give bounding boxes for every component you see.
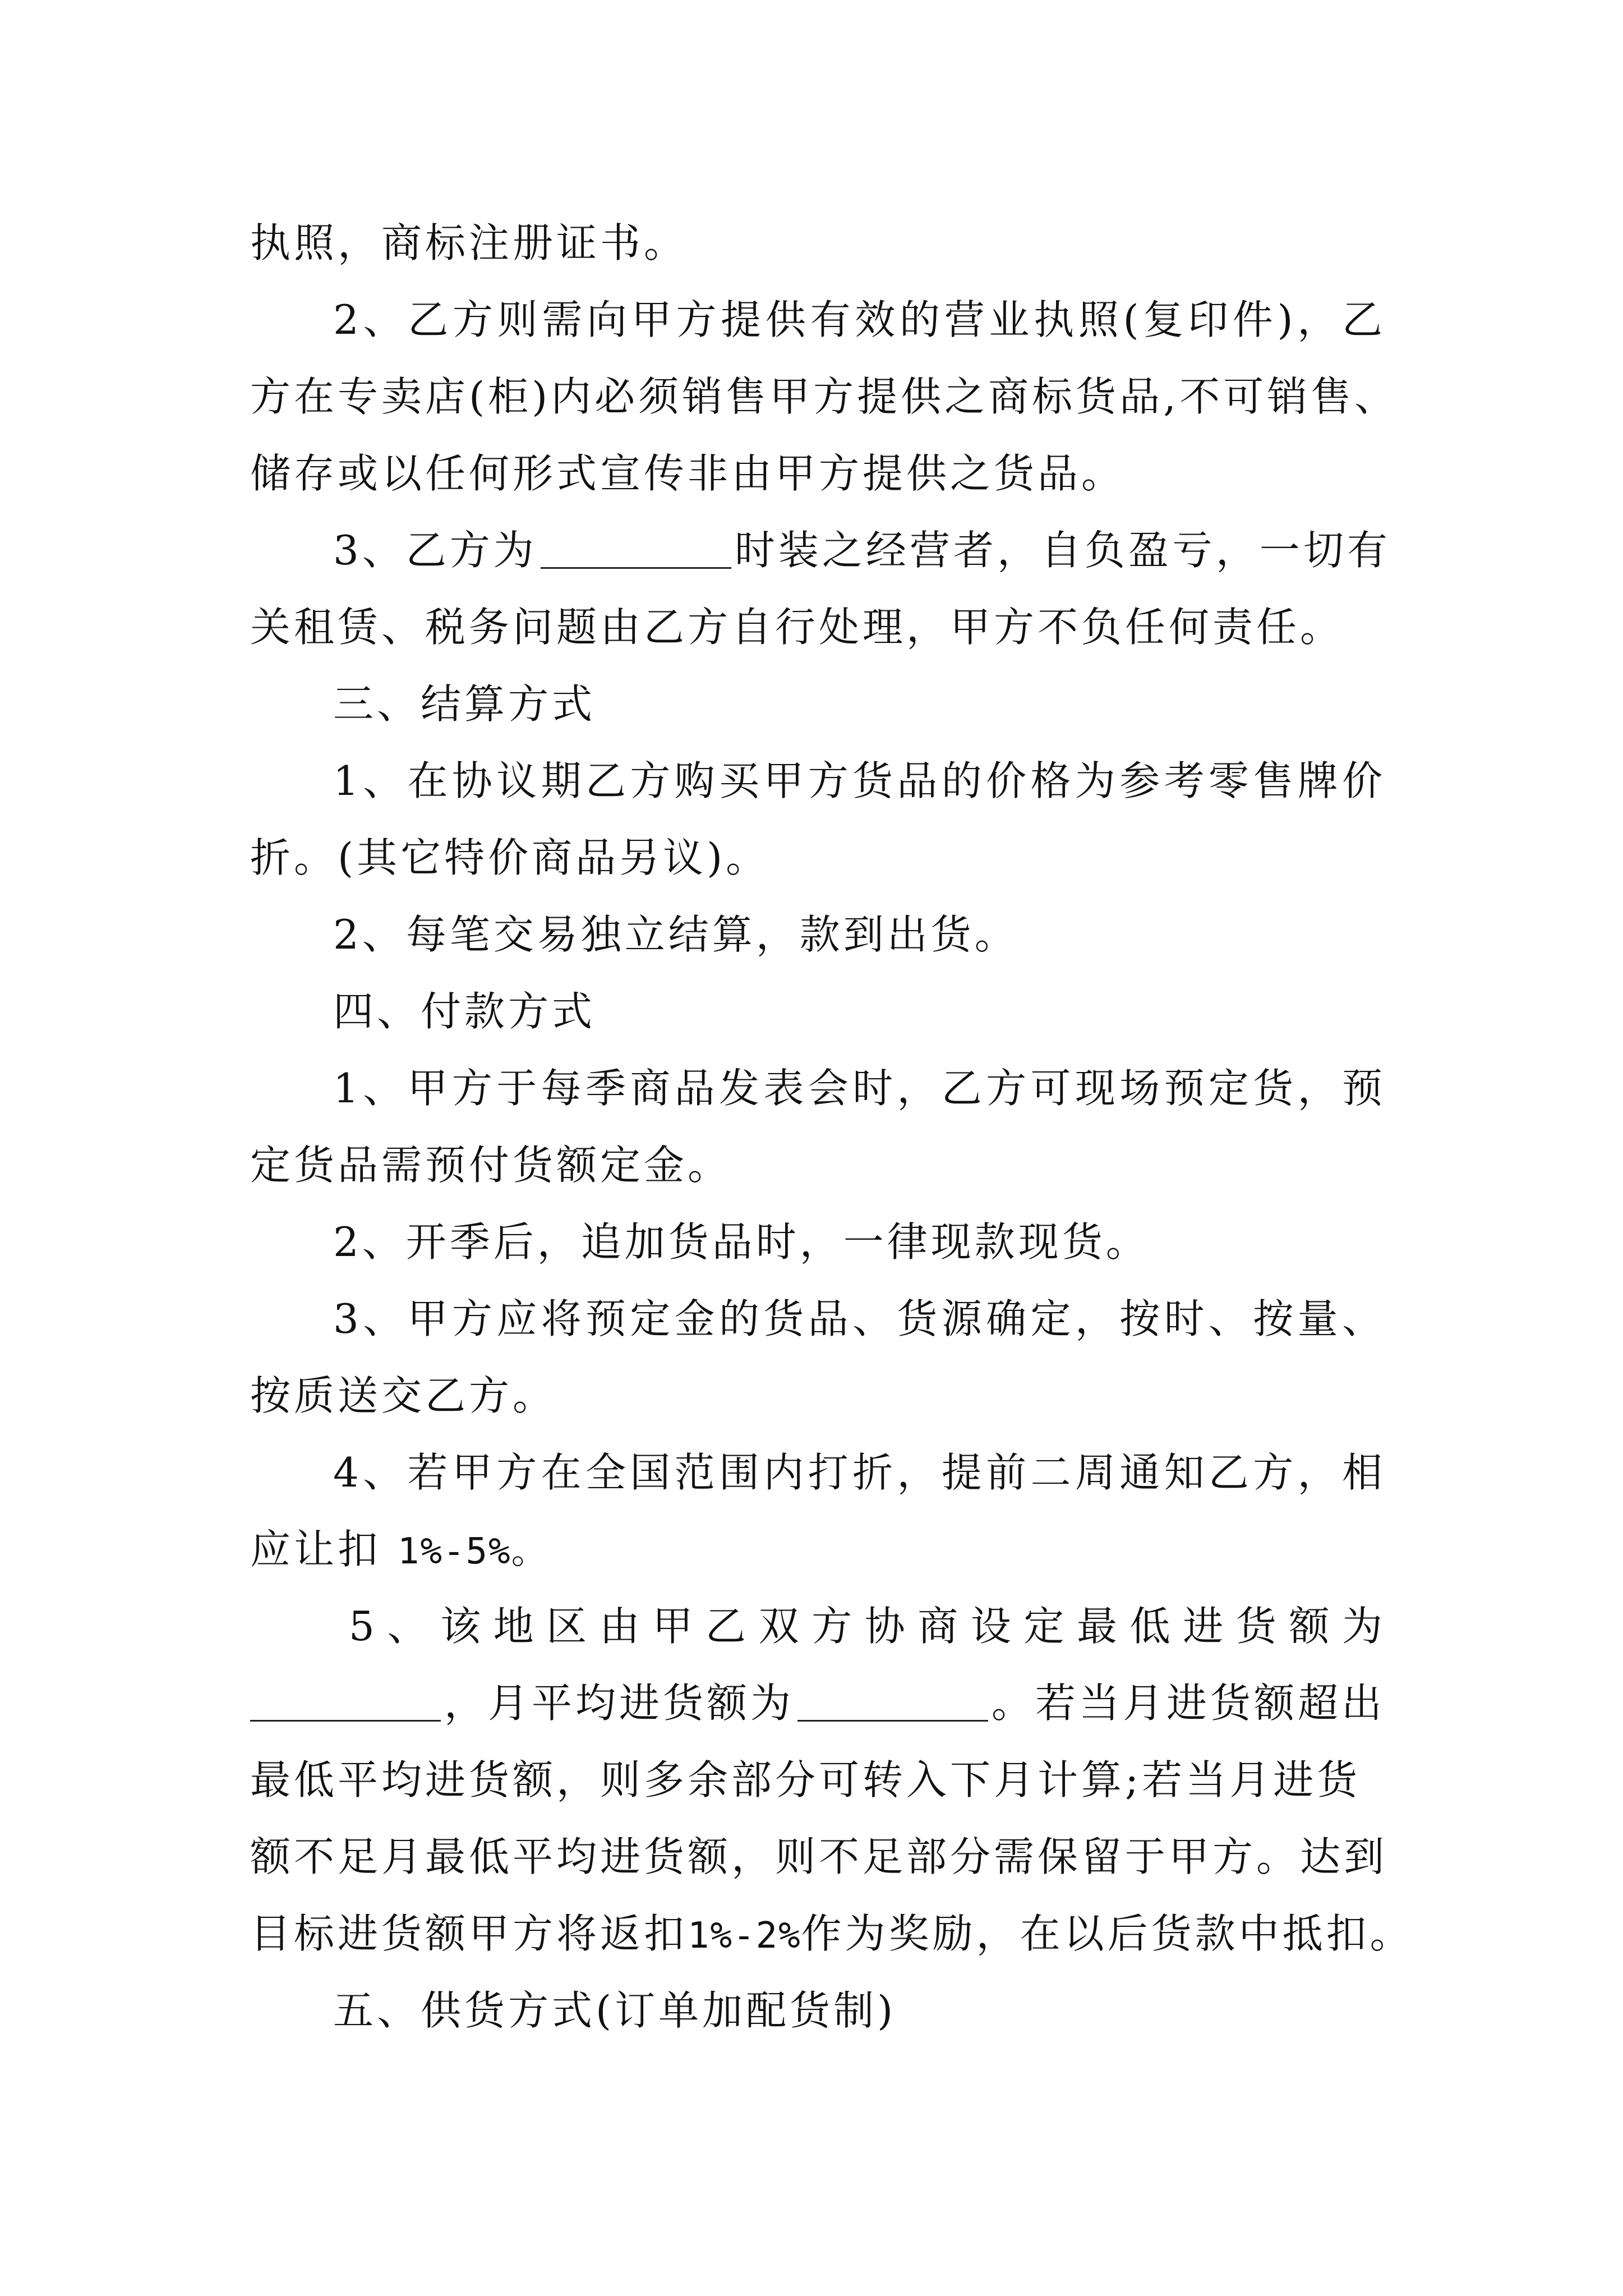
text-line: 折。(其它特价商品另议)。 <box>250 834 770 881</box>
text-line: 2、每笔交易独立结算，款到出货。 <box>333 911 1018 958</box>
heading-text: 四、付款方式 <box>333 988 596 1035</box>
paragraph-line <box>250 1588 1386 1665</box>
paragraph-line <box>250 1127 1386 1204</box>
text-line: 。若当月进货额超出 <box>992 1680 1386 1727</box>
paragraph-line <box>250 1895 1414 1972</box>
paragraph-line <box>250 1434 1386 1511</box>
paragraph-line <box>250 1665 1386 1742</box>
text-line: 2、开季后，追加货品时，一律现款现货。 <box>333 1218 1150 1266</box>
heading-text: 三、结算方式 <box>333 680 596 728</box>
text-line: 关租赁、税务问题由乙方自行处理，甲方不负任何责任。 <box>250 604 1344 651</box>
percent-range: 1%-2% <box>688 1915 801 1957</box>
section-heading <box>250 1972 1386 2049</box>
text-line: 按质送交乙方。 <box>250 1372 557 1419</box>
text-line: 1、甲方于每季商品发表会时，乙方可现场预定货，预 <box>333 1065 1386 1112</box>
section-heading <box>250 666 1386 743</box>
text-line: 最低平均进货额，则多余部分可转入下月计算;若当月进货 <box>250 1756 1361 1803</box>
paragraph-line <box>250 205 1386 282</box>
paragraph-line <box>250 589 1386 666</box>
fill-in-blank <box>541 539 731 569</box>
percent-range: 1%-5%。 <box>397 1531 548 1572</box>
text-line: 1、在协议期乙方购买甲方货品的价格为参考零售牌价 <box>333 757 1386 804</box>
text-line: 额不足月最低平均进货额，则不足部分需保留于甲方。达到 <box>250 1833 1388 1880</box>
paragraph-line <box>250 1281 1386 1358</box>
paragraph-line <box>250 358 1399 435</box>
text-line: 执照，商标注册证书。 <box>250 219 688 266</box>
text-line: 方在专卖店(柜)内必须销售甲方提供之商标货品,不可销售、 <box>250 373 1399 420</box>
text-line: 目标进货额甲方将返扣 <box>250 1910 688 1957</box>
text-line: 2、乙方则需向甲方提供有效的营业执照(复印件)，乙 <box>333 296 1386 343</box>
paragraph-line <box>250 1511 1386 1588</box>
paragraph-line <box>250 820 1386 896</box>
text-line: 3、乙方为 <box>333 527 537 574</box>
section-heading <box>250 973 1386 1050</box>
paragraph-line <box>250 1819 1386 1895</box>
text-line: 3、甲方应将预定金的货品、货源确定，按时、按量、 <box>333 1295 1386 1342</box>
text-line: 储存或以任何形式宣传非由甲方提供之货品。 <box>250 450 1126 497</box>
text-line: 4、若甲方在全国范围内打折，提前二周通知乙方，相 <box>333 1449 1386 1496</box>
document-body <box>250 205 1414 2049</box>
fill-in-blank <box>797 1692 988 1722</box>
paragraph-line <box>250 1358 1386 1434</box>
fill-in-blank <box>250 1692 441 1722</box>
text-line: ，月平均进货额为 <box>444 1680 795 1727</box>
paragraph-line <box>250 1050 1386 1127</box>
text-line: 应让扣 <box>250 1526 382 1573</box>
text-line: 5、该地区由甲乙双方协商设定最低进货额为 <box>349 1603 1386 1650</box>
text-line: 时装之经营者，自负盈亏，一切有 <box>734 527 1391 574</box>
paragraph-line <box>250 896 1386 973</box>
paragraph-line <box>250 1204 1386 1281</box>
paragraph-line <box>250 282 1386 358</box>
text-line: 定货品需预付货额定金。 <box>250 1142 732 1189</box>
text-line: 作为奖励，在以后货款中抵扣。 <box>801 1910 1414 1957</box>
paragraph-line <box>250 512 1391 589</box>
paragraph-line <box>250 435 1386 512</box>
heading-text: 五、供货方式(订单加配货制) <box>333 1987 897 2034</box>
paragraph-line <box>250 743 1386 820</box>
paragraph-line <box>250 1742 1386 1819</box>
